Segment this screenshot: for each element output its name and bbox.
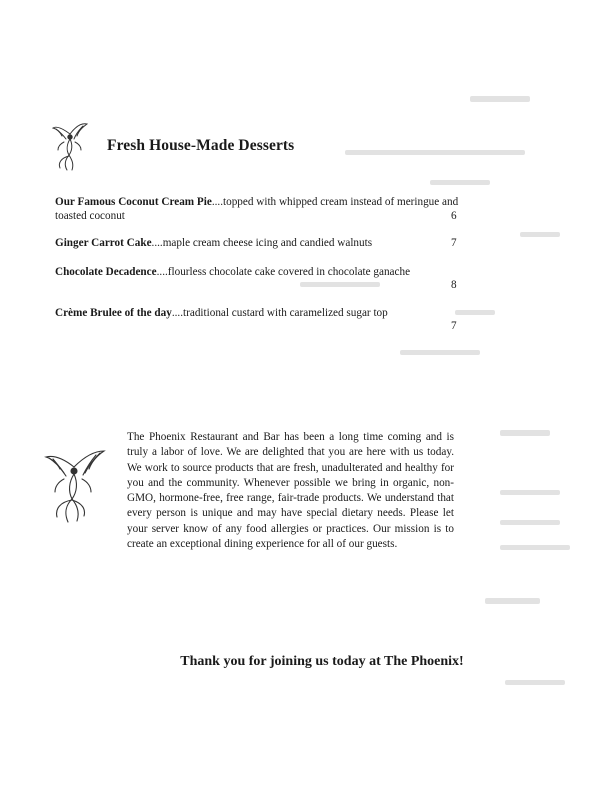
phoenix-logo-top (52, 120, 88, 172)
menu-item (55, 196, 475, 223)
menu-item-description: ....traditional custard with caramelized sugar top (171, 307, 388, 319)
menu-item-name: Ginger Carrot Cake (55, 237, 152, 249)
menu-item-price: 7 (451, 237, 457, 249)
page-title: Fresh House-Made Desserts (107, 137, 295, 154)
about-paragraph: The Phoenix Restaurant and Bar has been a long time coming and is truly a labor of love. We are delighted that you are here with us today. We work to source products that are fresh, unadulterated and healthy for you and the community. Whenever possible we bring in organic, non-GMO, hormone-free, free range, fair-trade products. We understand that every person is unique and may have special dietary needs. Please let your server know of any food allergies or practices. Our mission is to create an exceptional dining experience for all of our guests. (127, 431, 454, 551)
menu-item-description: ....maple cream cheese icing and candied walnuts (151, 237, 373, 249)
menu-item (55, 307, 395, 321)
menu-item-price: 8 (451, 279, 457, 291)
menu-item-description: ....flourless chocolate cake covered in chocolate ganache (156, 266, 411, 278)
menu-item-price: 6 (451, 210, 457, 222)
phoenix-bird-icon (44, 445, 106, 525)
menu-item-name: Our Famous Coconut Cream Pie (55, 196, 212, 208)
menu-item-description: ....topped with whipped cream instead of meringue and toasted coconut (55, 196, 459, 222)
menu-item (55, 237, 475, 251)
menu-item (55, 266, 430, 280)
menu-item-name: Crème Brulee of the day (55, 307, 172, 319)
phoenix-bird-icon (52, 120, 88, 172)
phoenix-logo-bottom (44, 445, 106, 525)
thank-you-message: Thank you for joining us today at The Phoenix! (180, 654, 464, 669)
menu-item-name: Chocolate Decadence (55, 266, 157, 278)
menu-item-price: 7 (451, 320, 457, 332)
